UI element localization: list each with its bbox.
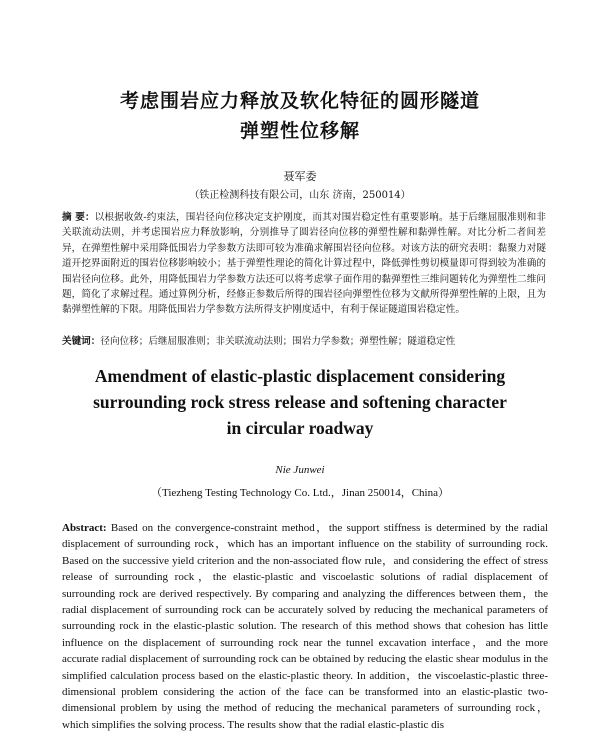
chinese-keywords-label: 关键词： (62, 336, 101, 347)
english-title-line-3: in circular roadway (226, 418, 374, 438)
chinese-abstract-label: 摘 要： (62, 212, 95, 223)
chinese-keywords-text: 径向位移；后继屈服准则；非关联流动法则；围岩力学参数；弹塑性解；隧道稳定性 (100, 336, 456, 347)
chinese-abstract (62, 210, 546, 318)
chinese-title-line-2: 弹塑性位移解 (239, 120, 360, 142)
english-title-line-2: surrounding rock stress release and softening character (93, 392, 507, 412)
chinese-abstract-text: 以根据收敛-约束法，围岩径向位移决定支护刚度，而其对围岩稳定性有重要影响。基于后继屈服准则和非关联流动法则，并考虑围岩应力释放影响，分别推导了圆岩径向位移的弹塑性解和黏弹性解。对比分析二者间差异，在弹塑性解中采用降低围岩力学参数方法即可较为准确求解围岩径向位移。对该方法的研究表明：黏聚力对隧道开挖界面附近的围岩位移影响较小；基于弹塑性理论的简化计算过程中，降低弹性剪切模量即可得到较为准确的围岩径向位移。此外，用降低围岩力学参数方法还可以将考虑掌子面作用的黏弹塑性三维问题转化为弹塑性二维问题，简化了求解过程。通过算例分析，经修正参数后所得的围岩径向弹塑性位移为文献所得弹塑性解的上限，且为黏弹塑性解的下限。用降低围岩力学参数方法所得支护刚度适中，有利于保证隧道围岩稳定性。 (62, 212, 546, 316)
english-abstract (62, 520, 548, 733)
english-abstract-text: Based on the convergence-constraint method，the support stiffness is determined by the radial displacement of surrounding rock，which has an important influence on the stability of surrounding rock. Based on the successive yield criterion and the non-associated flow rule，and considering the effect of stress release of surrounding rock，the elastic-plastic and viscoelastic solutions of radial displacement of surrounding rock are derived respectively. By comparing and analyzing the differences between them，the radial displacement of surrounding rock can be accurately solved by reducing the mechanical parameters of surrounding rock in the elastic-plastic solution. The research of this method shows that cohesion has little influence on the displacement of surrounding rock near the tunnel excavation interface，and the more accurate radial displacement of surrounding rock can be obtained by reducing the elastic shear modulus in the simplified calculation process based on the elastic-plastic theory. In addition，the viscoelastic-plastic three-dimensional problem considering the action of the face can be transformed into an elastic-plastic two-dimensional problem by using the method of reducing the mechanical parameters of surrounding rock，which simplifies the solving process. The results show that the radial elastic-plastic dis (62, 522, 549, 731)
chinese-affiliation: （铁正检测科技有限公司，山东 济南，250014） (189, 190, 411, 201)
english-abstract-label: Abstract: (62, 522, 107, 534)
chinese-title-line-1: 考虑围岩应力释放及软化特征的圆形隧道 (119, 90, 480, 112)
english-affiliation: （Tiezheng Testing Technology Co. Ltd.，Jinan 250014，China） (151, 487, 449, 499)
english-author: Nie Junwei (275, 464, 325, 476)
chinese-author: 聂军委 (283, 170, 317, 183)
english-title-line-1: Amendment of elastic-plastic displacement considering (94, 366, 506, 386)
chinese-keywords (62, 334, 546, 349)
